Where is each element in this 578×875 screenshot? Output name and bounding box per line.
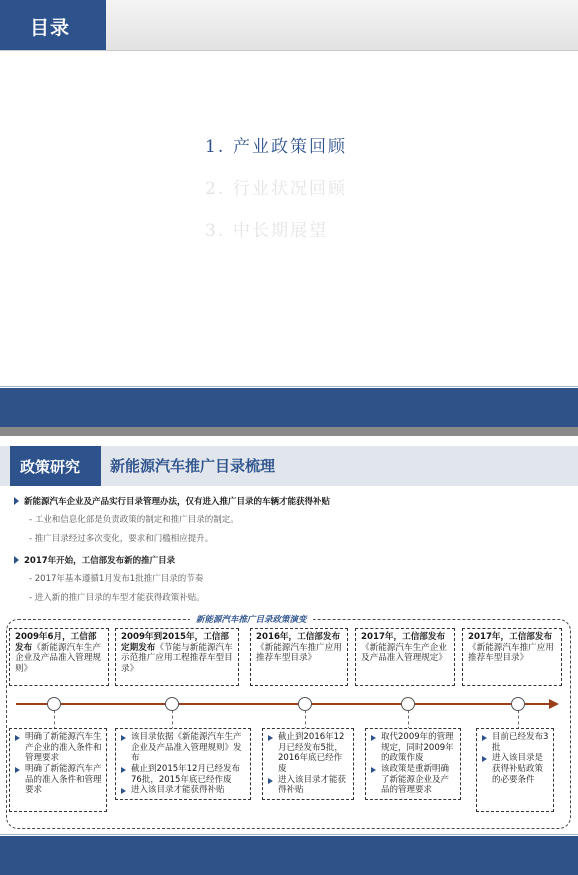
event-description: 《节能与新能源汽车示范推广应用工程推荐车型目录》 [121,642,233,675]
event-description: 《新能源汽车生产企业及产品准入管理规则》 [15,642,101,675]
timeline-event-card [462,628,562,686]
toc-label: 中长期展望 [233,221,328,241]
footer-divider [0,386,578,387]
bullet-text: 2017年开始，工信部发布新的推广目录 [24,556,176,566]
timeline-node [511,697,525,711]
toc-item-3[interactable] [205,216,525,258]
detail-item: 进入该目录才能获得补贴 [120,785,246,796]
event-description: 《新能源汽车推广应用推荐车型目录》 [468,642,554,664]
slide-footer-bar [0,388,578,427]
detail-item: 进入该目录是获得补贴政策的必要条件 [481,753,549,785]
bullet-text: 新能源汽车企业及产品实行目录管理办法，仅有进入推广目录的车辆才能获得补贴 [24,497,331,507]
detail-item: 进入该目录才能获得补贴 [267,775,349,796]
slide-title: 目录 [30,17,71,39]
timeline-detail-card [365,728,461,800]
sub-point: - 工业和信息化部是负责政策的制定和推广目录的制定。 [29,515,239,525]
toc-number: 3. [205,221,226,241]
bullet-point [14,554,175,566]
timeline-arrow-icon [549,699,559,709]
timeline-node [401,697,415,711]
timeline-connector [172,710,173,730]
timeline-detail-card [115,728,251,800]
timeline-axis [16,703,552,705]
timeline-detail-card [476,728,554,812]
sub-point: - 推广目录经过多次变化，要求和门槛相应提升。 [29,534,214,544]
detail-item: 该政策是重新明确了新能源企业及产品的管理要求 [370,764,456,796]
timeline-caption: 新能源汽车推广目录政策演变 [190,613,313,625]
slide-toc [0,0,578,427]
timeline-node [47,697,61,711]
event-date: 2016年，工信部发布 [256,632,341,642]
timeline-connector [305,710,306,730]
timeline-node [165,697,179,711]
event-date: 2017年，工信部发布 [468,632,553,642]
table-of-contents [205,132,525,258]
event-date: 2017年，工信部发布 [361,632,446,642]
section-label: 政策研究 [20,458,81,476]
toc-number: 2. [205,179,226,199]
detail-item: 该目录依据《新能源汽车生产企业及产品准入管理规则》发布 [120,732,246,764]
bullet-point [14,495,330,507]
sub-point: - 进入新的推广目录的车型才能获得政策补贴。 [29,593,205,603]
timeline-connector [408,710,409,730]
detail-item: 截止到2015年12月已经发布76批，2015年底已经作废 [120,764,246,785]
timeline-detail-card [9,728,107,812]
detail-item: 截止到2016年12月已经发布5批，2016年底已经作废 [267,732,349,775]
slide-policy [0,436,578,875]
bullet-arrow-icon [14,497,19,505]
sub-point: - 2017年基本遵循1月发布1批推广目录的节奏 [29,574,204,584]
event-description: 《新能源汽车生产企业及产品准入管理规定》 [361,642,447,664]
event-description: 《新能源汽车推广应用推荐车型目录》 [256,642,342,664]
timeline-event-card [355,628,455,686]
timeline-event-card [115,628,239,686]
toc-label: 产业政策回顾 [233,137,347,157]
timeline-node [298,697,312,711]
timeline-event-card [250,628,348,686]
detail-item: 明确了新能源汽车产品的准入条件和管理要求 [14,764,102,796]
detail-item: 取代2009年的管理规定，同时2009年的政策作废 [370,732,456,764]
toc-label: 行业状况回顾 [233,179,347,199]
event-date: 2009年6月，工信部发布 [15,632,97,653]
event-date: 2009年到2015年，工信部定期发布 [121,632,229,653]
timeline-event-card [9,628,109,686]
toc-item-2[interactable] [205,174,525,216]
timeline-connector [54,710,55,730]
detail-item: 明确了新能源汽车生产企业的准入条件和管理要求 [14,732,102,764]
slide-footer-bar [0,836,578,875]
footer-divider [0,834,578,835]
toc-item-1[interactable] [205,132,525,174]
timeline-detail-card [262,728,354,800]
timeline-connector [518,710,519,730]
detail-item: 目前已经发布3批 [481,732,549,753]
toc-number: 1. [205,137,226,157]
bullet-arrow-icon [14,556,19,564]
slide-title: 新能源汽车推广目录梳理 [110,457,276,475]
header-divider [0,50,578,51]
